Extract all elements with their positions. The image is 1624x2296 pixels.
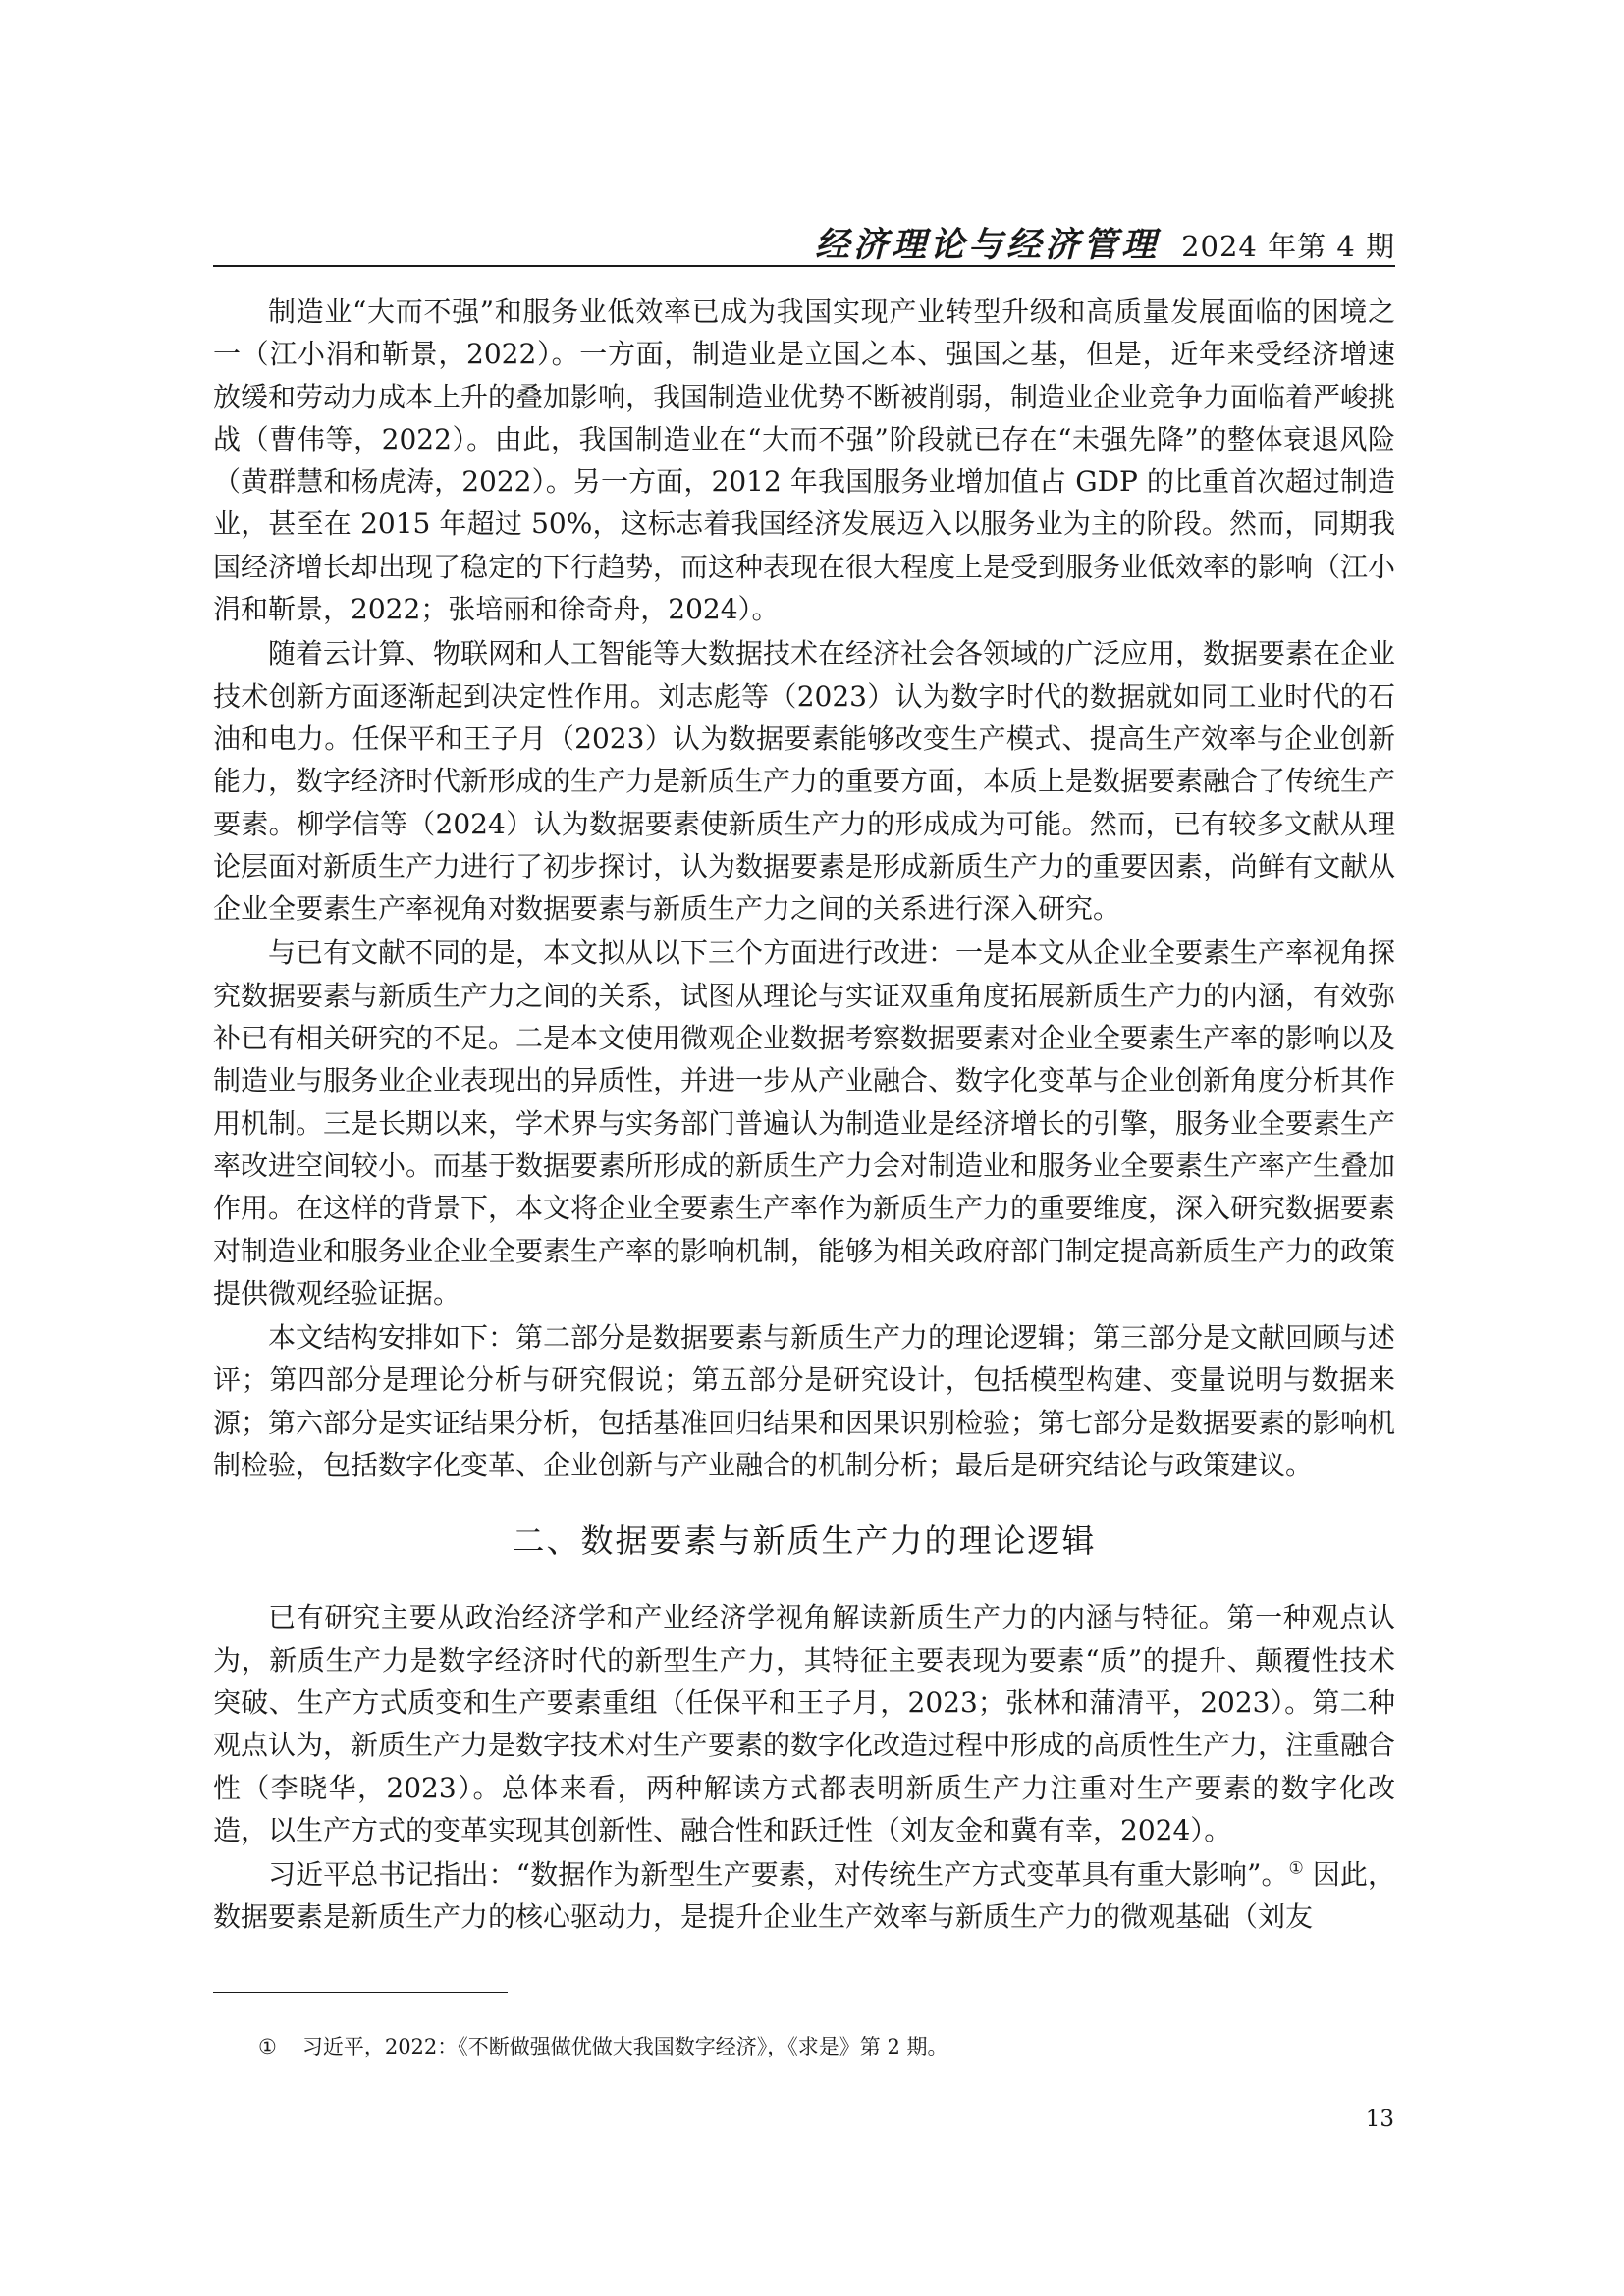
footnote-marker: ① [258, 2035, 277, 2058]
journal-name: 经济理论与经济管理 [815, 225, 1161, 265]
body-paragraph: 随着云计算、物联网和人工智能等大数据技术在经济社会各领域的广泛应用，数据要素在企业技术创新方面逐渐起到决定性作用。刘志彪等（2023）认为数字时代的数据就如同工业时代的石油和电力。任保平和王子月（2023）认为数据要素能够改变生产模式、提高生产效率与企业创新能力，数字经济时代新形成的生产力是新质生产力的重要方面，本质上是数据要素融合了传统生产要素。柳学信等（2024）认为数据要素使新质生产力的形成成为可能。然而，已有较多文献从理论层面对新质生产力进行了初步探讨，认为数据要素是形成新质生产力的重要因素，尚鲜有文献从企业全要素生产率视角对数据要素与新质生产力之间的关系进行深入研究。 [213, 637, 1396, 926]
body-paragraph: 已有研究主要从政治经济学和产业经济学视角解读新质生产力的内涵与特征。第一种观点认为，新质生产力是数字经济时代的新型生产力，其特征主要表现为要素“质”的提升、颠覆性技术突破、生产方式质变和生产要素重组（任保平和王子月，2023；张林和蒲清平，2023）。第二种观点认为，新质生产力是数字技术对生产要素的数字化改造过程中形成的高质性生产力，注重融合性（李晓华，2023）。总体来看，两种解读方式都表明新质生产力注重对生产要素的数字化改造，以生产方式的变革实现其创新性、融合性和跃迁性（刘友金和冀有幸，2024）。 [213, 1601, 1396, 1846]
page-number: 13 [1365, 2107, 1394, 2132]
running-header [815, 218, 1395, 267]
body-paragraph: 本文结构安排如下：第二部分是数据要素与新质生产力的理论逻辑；第三部分是文献回顾与述评；第四部分是理论分析与研究假说；第五部分是研究设计，包括模型构建、变量说明与数据来源；第六部分是实证结果分析，包括基准回归结果和因果识别检验；第七部分是数据要素的影响机制检验，包括数字化变革、企业创新与产业融合的机制分析；最后是研究结论与政策建议。 [213, 1321, 1396, 1482]
footnote-reference[interactable]: ① [1288, 1858, 1304, 1879]
body-paragraph-with-footnote [213, 1853, 1395, 1939]
footnote-text: 习近平，2022：《不断做强做优做大我国数字经济》，《求是》第 2 期。 [301, 2035, 948, 2058]
footnote-rule [213, 1992, 508, 1993]
footnote [258, 2032, 947, 2061]
body-paragraph: 制造业“大而不强”和服务业低效率已成为我国实现产业转型升级和高质量发展面临的困境之一（江小涓和靳景，2022）。一方面，制造业是立国之本、强国之基，但是，近年来受经济增速放缓和劳动力成本上升的叠加影响，我国制造业优势不断被削弱，制造业企业竞争力面临着严峻挑战（曹伟等，2022）。由此，我国制造业在“大而不强”阶段就已存在“未强先降”的整体衰退风险（黄群慧和杨虎涛，2022）。另一方面，2012 年我国服务业增加值占 GDP 的比重首次超过制造业，甚至在 2015 年超过 50%，这标志着我国经济发展迈入以服务业为主的阶段。然而，同期我国经济增长却出现了稳定的下行趋势，而这种表现在很大程度上是受到服务业低效率的影响（江小涓和靳景，2022；张培丽和徐奇舟，2024）。 [213, 295, 1396, 626]
header-rule [213, 265, 1395, 267]
section-heading: 二、数据要素与新质生产力的理论逻辑 [512, 1522, 1097, 1561]
issue-label: 2024 年第 4 期 [1181, 230, 1395, 263]
article-body [213, 291, 1395, 1939]
paragraph-text-after-ref: 因此，数据要素是新质生产力的核心驱动力，是提升企业生产效率与新质生产力的微观基础（刘友 [213, 1858, 1395, 1934]
paragraph-text-before-ref: 习近平总书记指出：“数据作为新型生产要素，对传统生产方式变革具有重大影响”。 [268, 1858, 1289, 1892]
body-paragraph: 与已有文献不同的是，本文拟从以下三个方面进行改进：一是本文从企业全要素生产率视角探究数据要素与新质生产力之间的关系，试图从理论与实证双重角度拓展新质生产力的内涵，有效弥补已有相关研究的不足。二是本文使用微观企业数据考察数据要素对企业全要素生产率的影响以及制造业与服务业企业表现出的异质性，并进一步从产业融合、数字化变革与企业创新角度分析其作用机制。三是长期以来，学术界与实务部门普遍认为制造业是经济增长的引擎，服务业全要素生产率改进空间较小。而基于数据要素所形成的新质生产力会对制造业和服务业全要素生产率产生叠加作用。在这样的背景下，本文将企业全要素生产率作为新质生产力的重要维度，深入研究数据要素对制造业和服务业企业全要素生产率的影响机制，能够为相关政府部门制定提高新质生产力的政策提供微观经验证据。 [213, 936, 1396, 1309]
